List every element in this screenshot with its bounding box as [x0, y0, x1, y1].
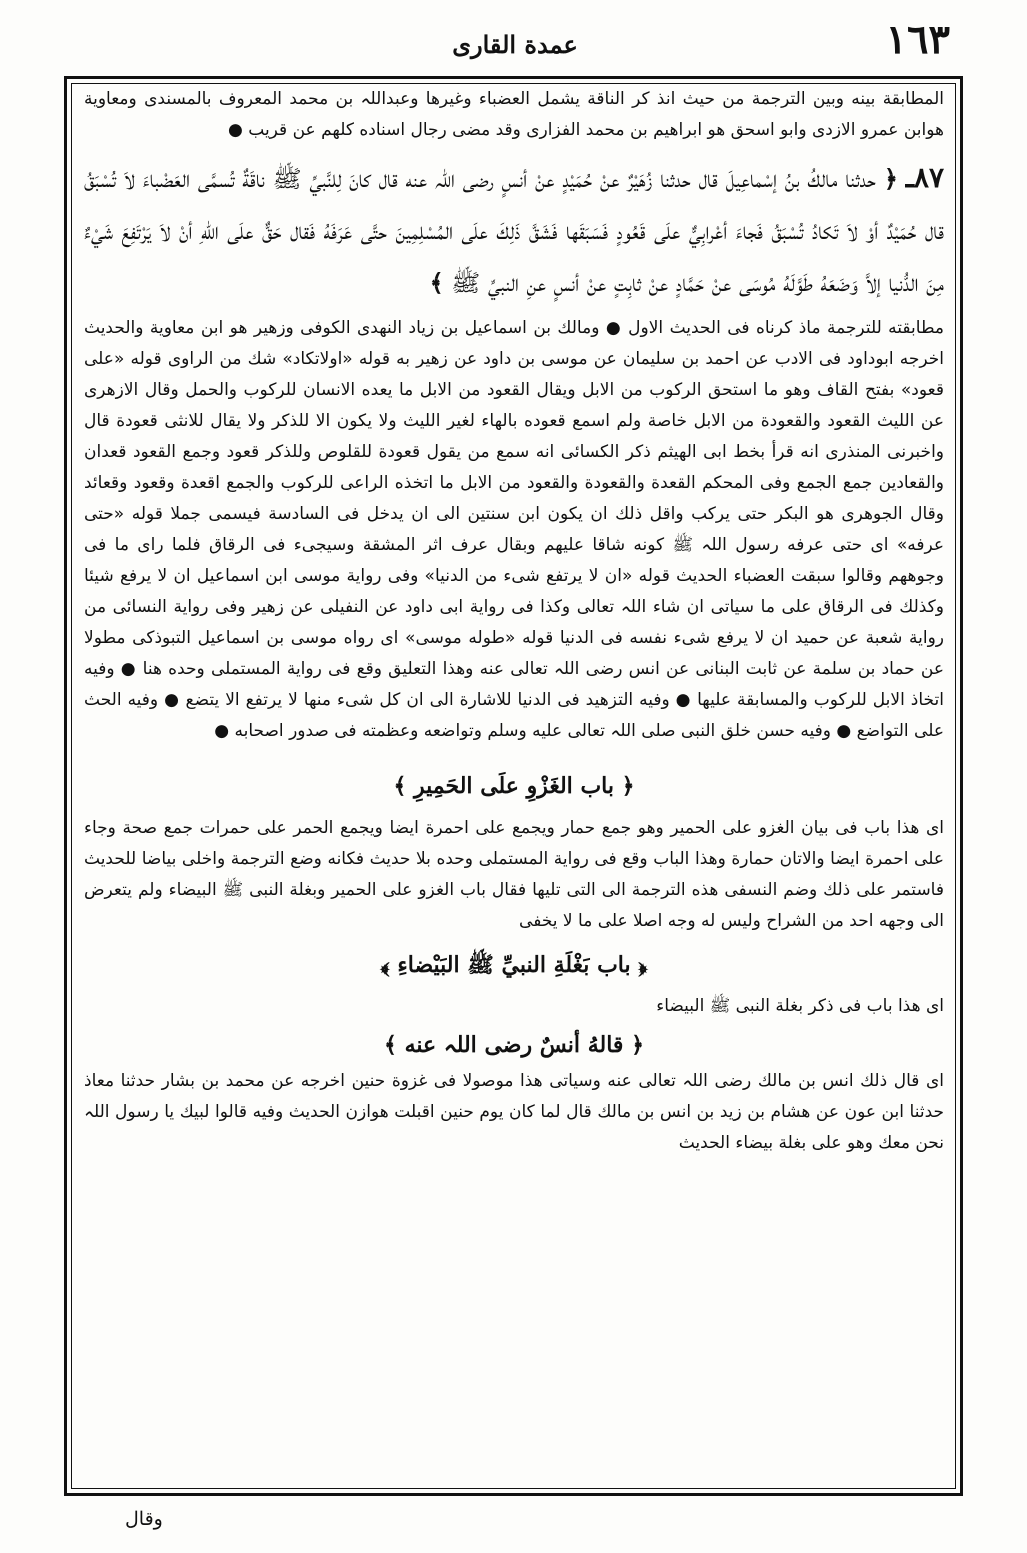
running-title: عمدة القاری [452, 30, 578, 59]
heading-1-ornament-close: ﴾ [393, 773, 407, 799]
heading-3-ornament-open: ﴿ [631, 1032, 644, 1058]
heading-2-ornament-open: ﴿ [638, 952, 648, 978]
hadith-ornament-open: ﴿ [883, 164, 898, 193]
hadith-text: حدثنا مالكُ بنُ إسْماعِيلَ قال حدثنا زُهَيْرٌ عنْ حُمَيْدٍ عنْ أنسٍ رضی اللہ عنه قال كانَ لِلنَّبيِّ ﷺ ناقَةٌ تُسمَّى العَضْباءَ لاَ تُسْبَقُ قال حُمَيْدٌ أوْ لاَ تَكادُ تُسْبَقُ فَجاءَ أعْرابِيٌّ علَى قَعُودٍ فَسَبَقَها فَشَقَّ ذَلِكَ علَى المُسْلِمِينَ حتَّى عَرَفَهُ فَقال حَقٌّ علَى اللهِ أنْ لاَ يَرْتَفِعَ شَيْءٌ مِنَ الدُّنيا إلاَّ وَضَعَهُ طَوَّلَهُ مُوسَى عنْ حَمَّادٍ عنْ ثابِتٍ عنْ أنسٍ عنِ النبيِّ ﷺ [84, 165, 944, 297]
heading-1-text: باب الغَزْوِ علَى الحَمِيرِ [414, 773, 614, 799]
page-number: ١٦٣ [885, 16, 950, 63]
chapter-heading-3 [84, 1032, 944, 1058]
paragraph-commentary: مطابقته للترجمة ماذ کرناه فی الحدیث الاول ● ومالك بن اسماعیل بن زیاد النهدی الکوفی وزهیر هو ابن معاویة والحدیث اخرجه ابوداود فی الادب عن احمد بن سلیمان عن موسی بن داود عن زهیر به قوله «اولاتکاد» شك من الراوی قوله «علی قعود» بفتح القاف وهو ما استحق الرکوب من الابل ویقال القعود من الابل ما یعده الانسان للرکوب والحمل وقال الازهری عن اللیث القعود والقعودة من الابل خاصة ولم اسمع قعوده بالهاء لغیر اللیث ولا یکون الا للذکر ولا یقال للانثی قعودة قال واخبرنی المنذری انه قرأ بخط ابی الهیثم ذکر الکسائی انه سمع من یقول قعودة للقلوص وللذکر قعود وجمع القعود قعدان والقعادین جمع الجمع وفی المحکم القعدة والقعودة والقعود من الابل ما اتخذه الراعی للرکوب والجمع اقعدة وقعود وقعائد وقال الجوهری هو البکر حتی یرکب واقل ذلك ان یکون ابن سنتین الی ان یدخل فی السادسة فیسمی جملا قوله «حتی عرفه» ای حتی عرفه رسول اللہ ﷺ کونه شاقا علیهم وبقال عرف اثر المشقة وسیجیء فی الرقاق فلما رای ما فی وجوههم وقالوا سبقت العضباء الحدیث قوله «ان لا یرتفع شیء من الدنیا» وفی روایة موسی ابن اسماعیل ان لا یرفع شیئا وکذلك فی الرقاق علی ما سیاتی ان شاء اللہ تعالی وکذا فی روایة ابی داود عن النفیلی عن زهیر وفی روایة النسائی من روایة شعبة عن حمید ان لا یرفع شیء نفسه فی الدنیا قوله «طوله موسی» ای رواه موسی بن اسماعیل التبوذکی مطولا عن حماد بن سلمة عن ثابت البنانی عن انس رضی اللہ تعالی عنه وهذا التعلیق وقع فی روایة المستملی وحده هنا ● وفیه اتخاذ الابل للرکوب والمسابقة علیها ● وفیه التزهید فی الدنیا للاشارة الی ان کل شیء منها لا یرتفع الا یتضع ● وفیه الحث علی التواضع ● وفیه حسن خلق النبی صلی اللہ تعالی علیه وسلم وتواضعه وعظمته فی صدور اصحابه ● [84, 318, 944, 741]
catchword: وقال [125, 1508, 163, 1530]
paragraph-chapter-1: ای هذا باب فی بیان الغزو علی الحمیر وهو جمع حمار ویجمع علی احمرة ایضا ویجمع الحمر علی حمرات جمع صحة وجاء علی احمرة ایضا والاتان حمارة وهذا الباب وقع فی روایة المستملی وحده بلا حدیث فکانه وضع الترجمة واخلی بیاضا للحدیث فاستمر علی ذلك وضم النسفی هذه الترجمة الی التی تلیها فقال باب الغزو علی الحمیر وبغلة النبی ﷺ البیضاء ولم یتعرض الی وجهه احد من الشراح ولیس له وجه اصلا علی ما لا یخفی [84, 818, 944, 931]
paragraph-intro: المطابقة بینه وبین الترجمة من حیث انذ کر الناقة یشمل العضباء وغیرها وعبداللہ بن محمد المعروف بالمسندی ومعاویة هوابن عمرو الازدی وابو اسحق هو ابراهیم بن محمد الفزاری وقد مضی رجال اسناده کلهم عن قریب ● [84, 89, 944, 140]
page-content [84, 84, 944, 1159]
chapter-heading-1 [84, 773, 944, 799]
paragraph-chapter-3: ای قال ذلك انس بن مالك رضی اللہ تعالی عنه وسیاتی هذا موصولا فی غزوة حنین اخرجه عن محمد بن بشار حدثنا معاذ حدثنا ابن عون عن هشام بن زید بن انس بن مالك قال لما کان یوم حنین اقبلت هوازن الحدیث وفیه قالوا لبیك یا رسول اللہ نحن معك وهو علی بغلة بیضاء الحدیث [84, 1071, 944, 1153]
heading-1-ornament-open: ﴿ [621, 773, 635, 799]
hadith-number: ٨٧ـ [905, 161, 944, 194]
paragraph-chapter-2: ای هذا باب فی ذکر بغلة النبی ﷺ البیضاء [656, 996, 944, 1016]
heading-3-ornament-close: ﴾ [384, 1032, 397, 1058]
chapter-heading-2 [84, 951, 944, 983]
heading-3-text: قالهُ أنسٌ رضی اللہ عنه [404, 1032, 624, 1058]
hadith-ornament-close: ﴾ [429, 268, 444, 297]
hadith-block [84, 152, 944, 309]
page-header [80, 16, 950, 70]
heading-2-ornament-close: ﴾ [380, 952, 390, 978]
heading-2-text: باب بَغْلَةِ النبيِّ ﷺ البَيْضاءِ [397, 952, 631, 978]
